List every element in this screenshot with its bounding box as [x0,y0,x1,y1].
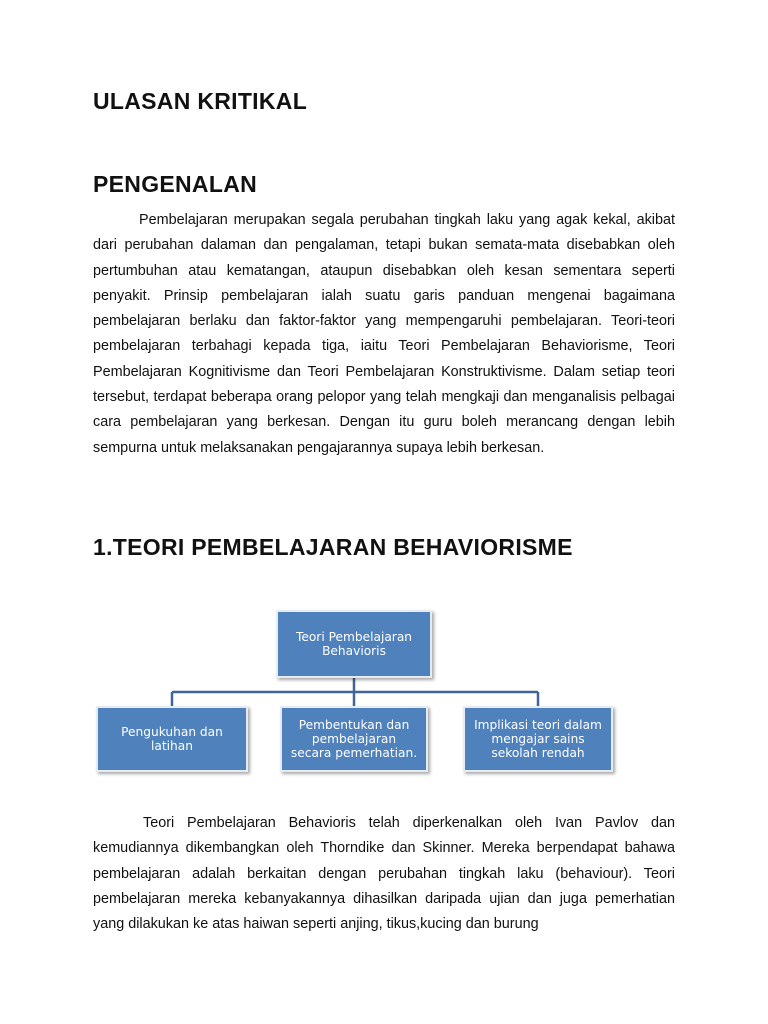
intro-paragraph: Pembelajaran merupakan segala perubahan tingkah laku yang agak kekal, akibat dari perubahan dalaman dan pengalaman, tetapi bukan semata-mata disebabkan oleh pertumbuhan atau kematangan, ataupun disebabkan oleh kesan sementara seperti penyakit. Prinsip pembelajaran ialah suatu garis panduan mengenai bagaimana pembelajaran berlaku dan faktor-faktor yang mempengaruhi pembelajaran. Teori-teori pembelajaran terbahagi kepada tiga, iaitu Teori Pembelajaran Behaviorisme, Teori Pembelajaran Kognitivisme dan Teori Pembelajaran Konstruktivisme. Dalam setiap teori tersebut, terdapat beberapa orang pelopor yang telah mengkaji dan menganalisis pelbagai cara pembelajaran yang berkesan. Dengan itu guru boleh merancang dengan lebih sempurna untuk melaksanakan pengajarannya supaya lebih berkesan. [93,212,675,456]
diagram-root-box: Teori Pembelajaran Behavioris [276,610,432,678]
intro-heading: PENGENALAN [93,171,258,197]
diagram-child-box-1: Pengukuhan dan latihan [96,706,248,772]
hierarchy-diagram [96,610,616,775]
document-title: ULASAN KRITIKAL [93,88,308,114]
diagram-child-box-3: Implikasi teori dalam mengajar sains sekolah rendah [463,706,613,772]
diagram-child-box-2: Pembentukan dan pembelajaran secara pemerhatian. [280,706,428,772]
section-paragraph: Teori Pembelajaran Behavioris telah diperkenalkan oleh Ivan Pavlov dan kemudiannya dikembangkan oleh Thorndike dan Skinner. Mereka berpendapat bahawa pembelajaran adalah berkaitan dengan perubahan tingkah laku (behaviour). Teori pembelajaran mereka kebanyakannya dihasilkan daripada ujian dan juga pemerhatian yang dilakukan ke atas haiwan seperti anjing, tikus,kucing dan burung [93,815,675,933]
section-heading-behaviorisme: 1.TEORI PEMBELAJARAN BEHAVIORISME [93,534,573,560]
